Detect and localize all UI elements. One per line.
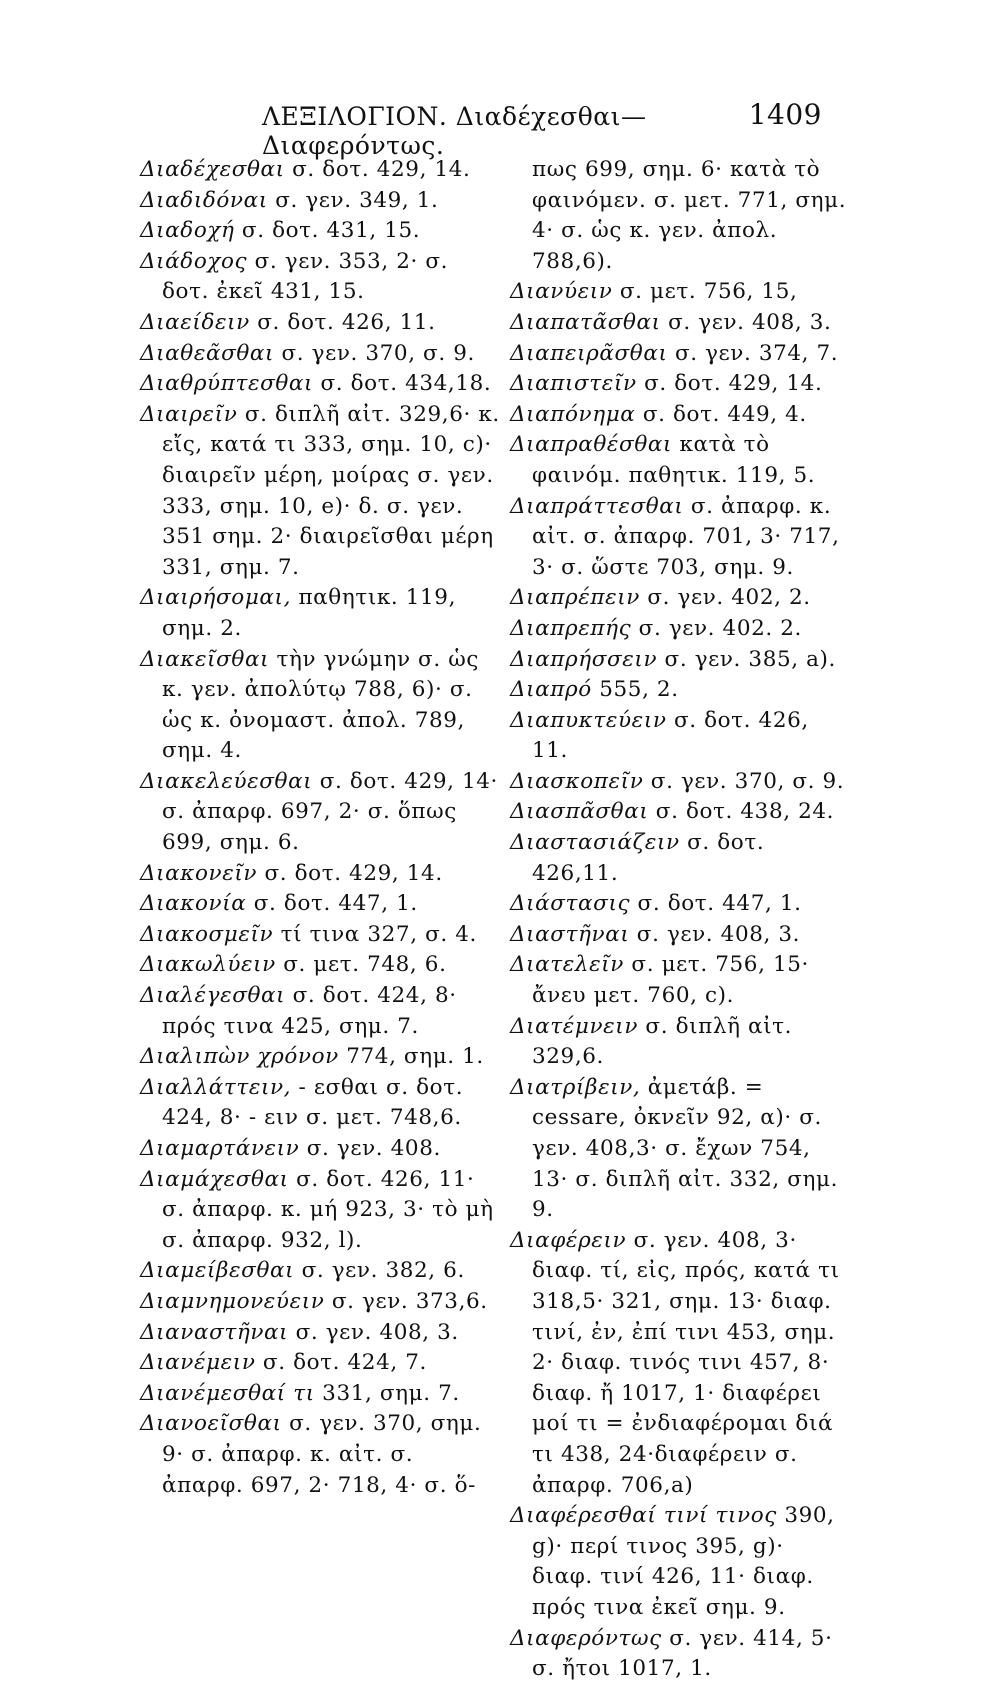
entry-text: σ. διπλῆ αἰτ. 329,6. (532, 1013, 793, 1070)
dictionary-entry (140, 247, 500, 308)
dictionary-entry (140, 981, 500, 1042)
dictionary-entry (510, 614, 850, 645)
entry-headword: Διαπρεπής (510, 615, 632, 641)
dictionary-entry (510, 706, 850, 767)
dictionary-entry (140, 920, 500, 951)
entry-text: τὴν γνώμην σ. ὡς κ. γεν. ἀπολύτῳ 788, 6)· σ. ὡς κ. ὀνομαστ. ἀπολ. 789, σημ. 4. (162, 646, 479, 764)
entry-headword: Διαπυκτεύειν (510, 707, 667, 733)
entry-headword: Διατελεῖν (510, 952, 624, 978)
right-column (510, 155, 850, 1685)
entry-text: σ. δοτ. 429, 14· σ. ἀπαρφ. 697, 2· σ. ὅπως 699, σημ. 6. (162, 768, 498, 856)
dictionary-entry (140, 1073, 500, 1134)
dictionary-entry (140, 583, 500, 644)
dictionary-entry (140, 1409, 500, 1501)
entry-text: ἀμετάβ. = cessare, ὀκνεῖν 92, α)· σ. γεν. 408,3· σ. ἔχων 754, 13· σ. διπλῆ αἰτ. 332, σημ. 9. (532, 1074, 838, 1223)
entry-text: πως 699, σημ. 6· κατὰ τὸ φαινόμεν. σ. μετ. 771, σημ. 4· σ. ὡς κ. γεν. ἀπολ. 788,6). (532, 157, 847, 274)
entry-headword: Διακονεῖν (140, 860, 258, 886)
dictionary-entry (140, 645, 500, 767)
entry-text: σ. γεν. 353, 2· σ. δοτ. ἐκεῖ 431, 15. (162, 248, 449, 305)
entry-headword: Διαμάχεσθαι (140, 1166, 289, 1192)
entry-headword: Διακωλύειν (140, 952, 276, 978)
entry-headword: Διαστασιάζειν (510, 830, 680, 856)
entry-headword: Διανύειν (510, 279, 613, 305)
dictionary-entry (510, 1073, 850, 1226)
entry-text: σ. γεν. 402. 2. (631, 615, 802, 641)
entry-headword: Διακεῖσθαι (140, 646, 270, 672)
running-title: ΛΕΞΙΛΟΓΙΟΝ. Διαδέχεσθαι—Διαφερόντως. (262, 102, 647, 160)
entry-text: κατὰ τὸ φαινόμ. παθητικ. 119, 5. (532, 432, 816, 488)
entry-text: σ. γεν. 408, 3. (629, 921, 801, 947)
entry-text: σ. γεν. 408, 3. (288, 1319, 459, 1345)
entry-headword: Διασκοπεῖν (510, 768, 644, 794)
entry-headword: Διαναστῆναι (140, 1319, 289, 1345)
dictionary-entry (510, 797, 850, 828)
dictionary-entry (140, 1042, 500, 1073)
entry-text: παθητικ. 119, σημ. 2. (162, 585, 457, 641)
entry-headword: Διαιρεῖν (140, 401, 238, 427)
entry-headword: Διαθρύπτεσθαι (140, 371, 314, 397)
dictionary-entry (510, 920, 850, 951)
dictionary-entry (510, 675, 850, 706)
dictionary-entry (140, 216, 500, 247)
dictionary-entry (510, 1624, 850, 1685)
dictionary-entry (140, 1165, 500, 1257)
entry-text: 390, g)· περί τινος 395, g)· διαφ. τινί 426, 11· διαφ. πρός τινα ἐκεῖ σημ. 9. (532, 1503, 835, 1620)
entry-headword: Διακελεύεσθαι (140, 768, 313, 794)
entry-text: σ. δοτ. 447, 1. (630, 891, 802, 917)
entry-text: σ. δοτ. 429, 14. (284, 157, 471, 182)
entry-text: σ. δοτ. 429, 14. (257, 860, 443, 886)
dictionary-entry (510, 950, 850, 1011)
entry-headword: Διατέμνειν (510, 1013, 638, 1039)
dictionary-entry (140, 400, 500, 584)
dictionary-entry (510, 155, 850, 277)
entry-text: σ. γεν. 385, a). (657, 646, 836, 672)
entry-text: σ. δοτ. 447, 1. (246, 891, 418, 917)
entry-headword: Διαπρό (510, 677, 592, 703)
entry-text: 555, 2. (591, 677, 679, 703)
entry-headword: Διαπράττεσθαι (510, 493, 684, 519)
dictionary-entry (510, 828, 850, 889)
entry-headword: Διαμείβεσθαι (140, 1258, 295, 1284)
entry-headword: Διαδιδόναι (140, 187, 268, 213)
dictionary-entry (510, 400, 850, 431)
dictionary-entry (140, 1318, 500, 1349)
dictionary-entry (510, 767, 850, 798)
entry-headword: Διαπόνημα (510, 401, 636, 427)
entry-text: 331, σημ. 7. (314, 1380, 460, 1406)
entry-headword: Διαφερόντως (510, 1625, 662, 1651)
entry-headword: Διάστασις (510, 891, 631, 917)
entry-headword: Διαλιπὼν χρόνον (140, 1044, 339, 1070)
entry-text: σ. γεν. 373,6. (324, 1288, 488, 1314)
entry-headword: Διάδοχος (140, 248, 248, 274)
entry-text: σ. διπλῆ αἰτ. 329,6· κ. εἴς, κατά τι 333, σημ. 10, c)· διαιρεῖν μέρη, μοίρας σ. γεν. 333, σημ. 10, e)· δ. σ. γεν. 351 σημ. 2· διαιρεῖσθαι μέρη 331, σημ. 7. (162, 401, 500, 580)
entry-headword: Διαλέγεσθαι (140, 983, 286, 1009)
entry-text: σ. γεν. 349, 1. (267, 187, 439, 213)
entry-text: σ. γεν. 402, 2. (639, 585, 811, 611)
entry-text: σ. μετ. 756, 15, (612, 279, 798, 305)
dictionary-entry (510, 430, 850, 491)
dictionary-entry (510, 369, 850, 400)
entry-text: σ. γεν. 370, σ. 9. (274, 340, 475, 366)
running-header (262, 96, 822, 160)
entry-text: - εσθαι σ. δοτ. 424, 8· - ειν σ. μετ. 748,6. (162, 1074, 464, 1131)
entry-text: σ. δοτ. 424, 7. (255, 1350, 427, 1376)
page-number: 1409 (748, 98, 822, 131)
dictionary-entry (510, 583, 850, 614)
entry-headword: Διαπιστεῖν (510, 371, 637, 397)
dictionary-entry (140, 859, 500, 890)
entry-headword: Διαθεᾶσθαι (140, 340, 275, 366)
entry-text: σ. δοτ. 426, 11· σ. ἀπαρφ. κ. μή 923, 3· τὸ μὴ σ. ἀπαρφ. 932, l). (162, 1166, 494, 1253)
dictionary-entry (140, 369, 500, 400)
entry-headword: Διακοσμεῖν (140, 921, 274, 947)
entry-text: 774, σημ. 1. (338, 1044, 484, 1070)
entry-headword: Διαπατᾶσθαι (510, 309, 661, 335)
entry-headword: Διαπραθέσθαι (510, 432, 673, 458)
entry-text: σ. δοτ. 424, 8· πρός τινα 425, σημ. 7. (162, 983, 457, 1039)
dictionary-entry (510, 492, 850, 584)
entry-headword: Διανοεῖσθαι (140, 1411, 282, 1437)
entry-headword: Διαδέχεσθαι (140, 157, 285, 182)
dictionary-entry (140, 1134, 500, 1165)
entry-headword: Διανέμεσθαί τι (140, 1380, 315, 1406)
entry-headword: Διαπρέπειν (510, 585, 640, 611)
entry-headword: Διασπᾶσθαι (510, 799, 649, 825)
entry-headword: Διαμνημονεύειν (140, 1288, 325, 1314)
entry-text: σ. δοτ. 431, 15. (234, 218, 421, 244)
entry-text: σ. ἀπαρφ. κ. αἰτ. σ. ἀπαρφ. 701, 3· 717, 3· σ. ὥστε 703, σημ. 9. (532, 493, 840, 580)
entry-text: σ. δοτ. 434,18. (313, 371, 492, 397)
entry-headword: Διακονία (140, 891, 247, 917)
entry-headword: Διαπειρᾶσθαι (510, 340, 668, 366)
dictionary-entry (140, 1379, 500, 1410)
dictionary-entry (140, 339, 500, 370)
dictionary-entry (510, 1501, 850, 1623)
entry-text: σ. δοτ. 426, 11. (249, 309, 436, 335)
dictionary-entry (140, 1348, 500, 1379)
dictionary-entry (510, 645, 850, 676)
entry-headword: Διαφέρεσθαί τινί τινος (510, 1503, 777, 1529)
dictionary-entry (510, 1012, 850, 1073)
dictionary-entry (140, 1256, 500, 1287)
dictionary-entry (510, 277, 850, 308)
entry-text: σ. γεν. 374, 7. (667, 340, 839, 366)
entry-text: σ. δοτ. 429, 14. (636, 371, 823, 397)
dictionary-entry (140, 308, 500, 339)
left-column (140, 155, 500, 1501)
entry-headword: Διαπρήσσειν (510, 646, 658, 672)
dictionary-entry (510, 889, 850, 920)
entry-text: σ. δοτ. 426,11. (532, 830, 765, 886)
entry-text: σ. γεν. 382, 6. (294, 1258, 465, 1284)
dictionary-entry (140, 767, 500, 859)
entry-text: σ. γεν. 408, 3· διαφ. τί, εἰς, πρός, κατά τι 318,5· 321, σημ. 13· διαφ. τινί, ἐν, ἐπί τινι 453, σημ. 2· διαφ. τινός τινι 457, 8· διαφ. ἤ 1017, 1· διαφέρει μοί τι = ἐνδιαφέρομαι διά τι 438, 24·διαφέρειν σ. ἀπαρφ. 706,a) (532, 1227, 840, 1498)
dictionary-entry (140, 950, 500, 981)
entry-text: σ. δοτ. 449, 4. (635, 401, 807, 427)
entry-headword: Διαιρήσομαι, (140, 585, 292, 611)
entry-headword: Διαείδειν (140, 309, 250, 335)
entry-headword: Διαφέρειν (510, 1227, 627, 1253)
dictionary-entry (510, 308, 850, 339)
dictionary-entry (140, 1287, 500, 1318)
entry-text: σ. δοτ. 426, 11. (532, 707, 809, 764)
entry-text: σ. γεν. 370, σημ. 9· σ. ἀπαρφ. κ. αἰτ. σ. ἀπαρφ. 697, 2· 718, 4· σ. ὅ- (162, 1411, 482, 1498)
entry-headword: Διατρίβειν, (510, 1074, 641, 1100)
entry-text: σ. μετ. 756, 15· ἄνευ μετ. 760, c). (532, 952, 809, 1009)
dictionary-entry (510, 1226, 850, 1501)
entry-text: σ. γεν. 408, 3. (660, 309, 832, 335)
entry-text: σ. μετ. 748, 6. (275, 952, 447, 978)
dictionary-entry (140, 155, 500, 186)
entry-headword: Διαλλάττειν, (140, 1074, 292, 1100)
dictionary-entry (140, 186, 500, 217)
entry-text: σ. γεν. 414, 5· σ. ἤτοι 1017, 1. (532, 1625, 833, 1682)
entry-text: τί τινα 327, σ. 4. (273, 921, 477, 947)
entry-text: σ. γεν. 408. (299, 1136, 441, 1161)
entry-headword: Διαστῆναι (510, 921, 630, 947)
dictionary-entry (140, 889, 500, 920)
entry-text: σ. γεν. 370, σ. 9. (643, 768, 845, 794)
entry-headword: Διανέμειν (140, 1350, 256, 1376)
entry-headword: Διαδοχή (140, 218, 235, 244)
dictionary-entry (510, 339, 850, 370)
entry-headword: Διαμαρτάνειν (140, 1136, 300, 1161)
entry-text: σ. δοτ. 438, 24. (648, 799, 835, 825)
